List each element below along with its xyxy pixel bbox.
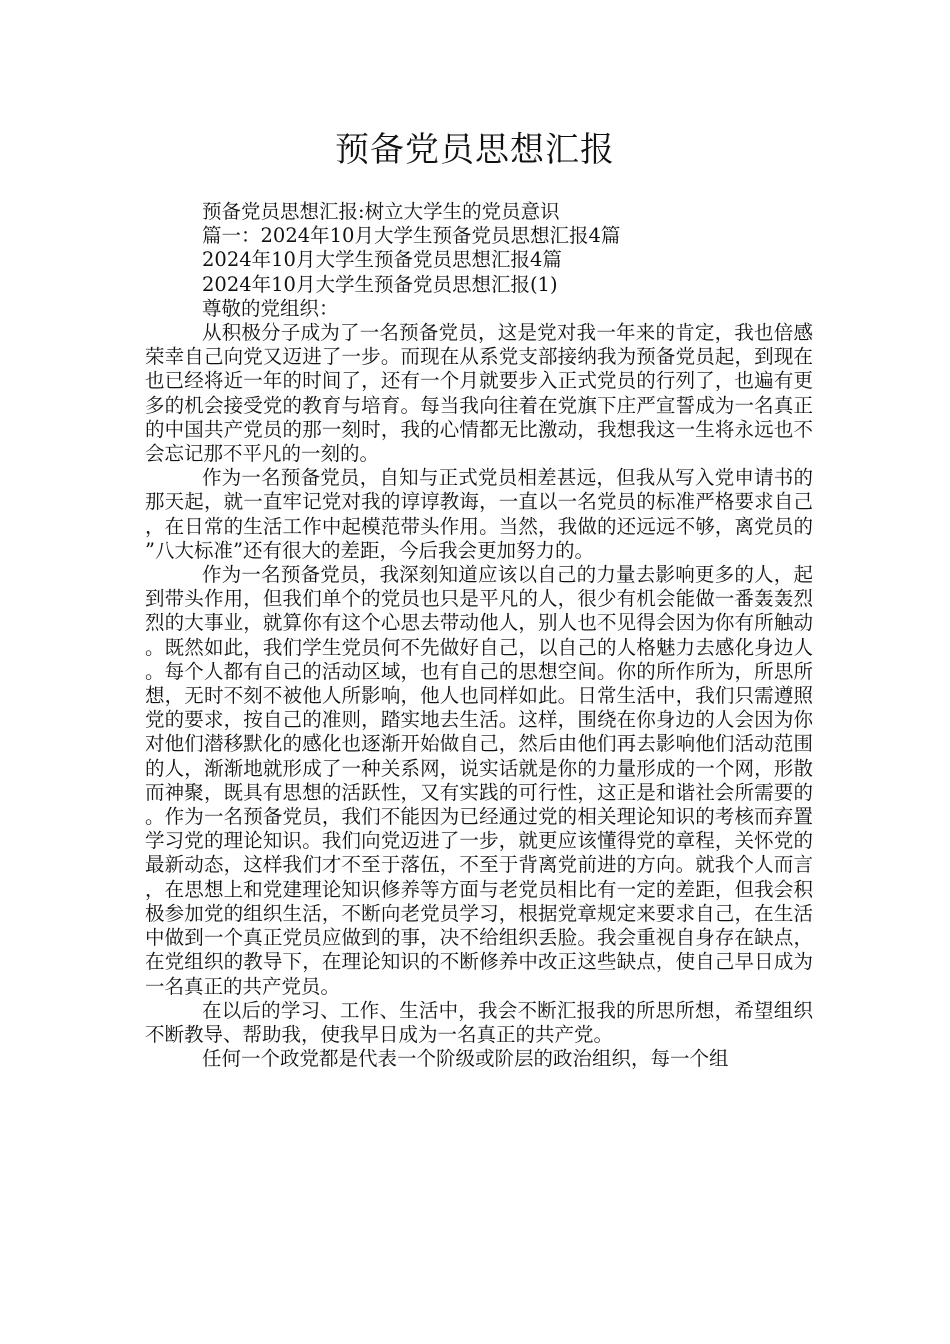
document-title: 预备党员思想汇报 — [335, 130, 615, 170]
salutation: 尊敬的党组织： — [202, 296, 339, 320]
intro-line: 2024年10月大学生预备党员思想汇报4篇 — [202, 248, 562, 272]
body-paragraph: 作为一名预备党员，自知与正式党员相差甚远，但我从写入党申请书的那天起，就一直牢记党对我的谆谆教诲，一直以一名党员的标准严格要求自己，在日常的生活工作中起模范带头作用。当然，我做的还远远不够，离党员的”八大标准”还有很大的差距，今后我会更加努力的。 — [145, 466, 813, 562]
intro-line: 预备党员思想汇报:树立大学生的党员意识 — [202, 200, 560, 223]
body-paragraph: 从积极分子成为了一名预备党员，这是党对我一年来的肯定，我也倍感荣幸自己向党又迈进了一步。而现在从系党支部接纳我为预备党员起，到现在也已经将近一年的时间了，还有一个月就要步入正式党员的行列了，也遍有更多的机会接受党的教育与培育。每当我向往着在党旗下庄严宣誓成为一名真正的中国共产党员的那一刻时，我的心情都无比激动，我想我这一生将永远也不会忘记那不平凡的一刻的。 — [145, 321, 813, 466]
body-paragraph: 任何一个政党都是代表一个阶级或阶层的政治组织，每一个组 — [202, 1047, 729, 1071]
document-body — [145, 200, 813, 1071]
intro-line: 2024年10月大学生预备党员思想汇报(1) — [202, 272, 558, 296]
body-paragraph: 在以后的学习、工作、生活中，我会不断汇报我的所思所想，希望组织不断教导、帮助我，使我早日成为一名真正的共产党。 — [145, 998, 813, 1046]
intro-line: 篇一：2024年10月大学生预备党员思想汇报4篇 — [202, 224, 621, 248]
body-paragraph: 作为一名预备党员，我深刻知道应该以自己的力量去影响更多的人，起到带头作用，但我们单个的党员也只是平凡的人，很少有机会能做一番轰轰烈烈的大事业，就算你有这个心思去带动他人，别人也不见得会因为你有所触动。既然如此，我们学生党员何不先做好自己，以自己的人格魅力去感化身边人。每个人都有自己的活动区域，也有自己的思想空间。你的所作所为，所思所想，无时不刻不被他人所影响，他人也同样如此。日常生活中，我们只需遵照党的要求，按自己的准则，踏实地去生活。这样，围绕在你身边的人会因为你对他们潜移默化的感化也逐渐开始做自己，然后由他们再去影响他们活动范围的人，渐渐地就形成了一种关系网，说实话就是你的力量形成的一个网，形散而神聚，既具有思想的活跃性，又有实践的可行性，这正是和谐社会所需要的。作为一名预备党员，我们不能因为已经通过党的相关理论知识的考核而弃置学习党的理论知识。我们向党迈进了一步，就更应该懂得党的章程，关怀党的最新动态，这样我们才不至于落伍，不至于背离党前进的方向。就我个人而言，在思想上和党建理论知识修养等方面与老党员相比有一定的差距，但我会积极参加党的组织生活，不断向老党员学习，根据党章规定来要求自己，在生活中做到一个真正党员应做到的事，决不给组织丢脸。我会重视自身存在缺点，在党组织的教导下，在理论知识的不断修养中改正这些缺点，使自己早日成为一名真正的共产党员。 — [145, 563, 813, 998]
